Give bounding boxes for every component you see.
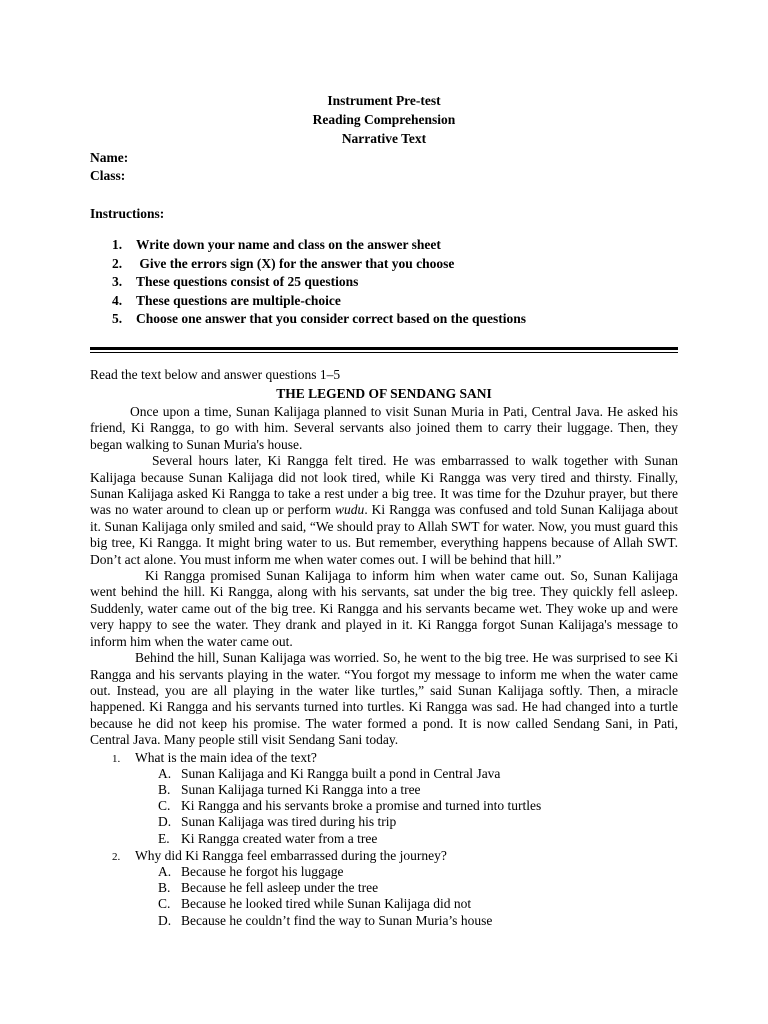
- instructions-heading: Instructions:: [90, 206, 165, 221]
- question-text: Why did Ki Rangga feel embarrassed during the journey?: [135, 848, 447, 863]
- option-text: Ki Rangga and his servants broke a promise and turned into turtles: [181, 798, 542, 813]
- divider-thick: [90, 347, 678, 350]
- name-label: Name:: [90, 150, 129, 165]
- story-text: . Ki Rangga was confused and told Sunan Kalijaga about it. Sunan Kalijaga only smiled and said, “We should pray to Allah SWT for water. Now, you must guard this big tree, Ki Rangga. It might bring water to us. But remember, everything happens because of Allah SWT. Don’t act alone. You must inform me when water comes out. I will be behind that hill.”: [90, 502, 678, 567]
- instruction-item: [112, 292, 526, 311]
- answer-option[interactable]: [158, 864, 343, 880]
- option-letter: D.: [158, 814, 172, 829]
- answer-option[interactable]: [158, 782, 421, 798]
- answer-option[interactable]: [158, 766, 500, 782]
- doc-text-type: Narrative Text: [341, 131, 427, 146]
- option-text: Because he looked tired while Sunan Kalijaga did not: [181, 896, 472, 911]
- story-paragraph-3: Ki Rangga promised Sunan Kalijaga to inform him when water came out. So, Sunan Kalijaga went behind the hill. Ki Rangga, along with his servants, sat under the big tree. They quickly fell asleep. Suddenly, water came out of the big tree. Ki Rangga and his servants became wet. They woke up and were very happy to see the water. They drank and played in it. Ki Rangga forgot Sunan Kalijaga's message to inform him when the water came out.: [90, 568, 678, 649]
- instruction-item: [112, 310, 526, 329]
- instruction-text: These questions consist of 25 questions: [136, 274, 359, 290]
- answer-option[interactable]: [158, 814, 396, 830]
- option-letter: E.: [158, 831, 170, 846]
- instruction-number: 1.: [112, 237, 123, 252]
- instruction-item: [112, 273, 526, 292]
- instruction-number: 5.: [112, 311, 123, 327]
- story-paragraph-1: Once upon a time, Sunan Kalijaga planned to visit Sunan Muria in Pati, Central Java. He asked his friend, Ki Rangga, to go with him. Several servants also joined them to carry their luggage. Then, they began walking to Sunan Muria's house.: [90, 404, 678, 452]
- option-letter: C.: [158, 798, 171, 813]
- instruction-text: These questions are multiple-choice: [136, 292, 341, 308]
- instruction-text: Give the errors sign (X) for the answer that you choose: [136, 255, 455, 271]
- option-text: Ki Rangga created water from a tree: [181, 831, 378, 846]
- option-letter: D.: [158, 913, 172, 928]
- option-letter: C.: [158, 896, 171, 911]
- doc-subtitle: Reading Comprehension: [312, 112, 456, 127]
- answer-option[interactable]: [158, 913, 492, 929]
- option-text: Sunan Kalijaga was tired during his trip: [181, 814, 397, 829]
- instructions-list: [112, 236, 526, 329]
- story-paragraph-4: Behind the hill, Sunan Kalijaga was worried. So, he went to the big tree. He was surprised to see Ki Rangga and his servants playing in the water. “You forgot my message to inform me when the water came out. Instead, you are all playing in the water like turtles,” said Sunan Kalijaga softly. Then, a miracle happened. Ki Rangga and his servants turned into turtles. Ki Rangga was sad. He had changed into a turtle because he did not keep his promise. The water formed a pond. It is now called Sendang Sani, in Pati, Central Java. Many people still visit Sendang Sani today.: [90, 650, 678, 748]
- answer-option[interactable]: [158, 798, 541, 814]
- story-title: THE LEGEND OF SENDANG SANI: [276, 386, 492, 401]
- answer-option[interactable]: [158, 880, 378, 896]
- instruction-item: [112, 255, 526, 274]
- instruction-number: 2.: [112, 255, 123, 271]
- question-text: What is the main idea of the text?: [135, 750, 317, 765]
- option-text: Because he forgot his luggage: [181, 864, 344, 879]
- option-letter: B.: [158, 782, 171, 797]
- option-letter: A.: [158, 864, 172, 879]
- instruction-text: Write down your name and class on the answer sheet: [136, 237, 441, 252]
- instruction-number: 3.: [112, 274, 123, 290]
- instruction-text: Choose one answer that you consider correct based on the questions: [136, 311, 527, 327]
- doc-title: Instrument Pre-test: [327, 93, 441, 108]
- option-letter: A.: [158, 766, 172, 781]
- question-1: [112, 750, 317, 766]
- answer-option[interactable]: [158, 896, 471, 912]
- question-2: [112, 848, 447, 864]
- option-text: Sunan Kalijaga and Ki Rangga built a pond in Central Java: [181, 766, 501, 781]
- story-body: [90, 404, 678, 749]
- answer-option[interactable]: [158, 831, 377, 847]
- class-label: Class:: [90, 168, 126, 183]
- instruction-item: [112, 236, 526, 255]
- option-text: Because he couldn’t find the way to Sunan Muria’s house: [181, 913, 493, 928]
- reading-instruction: Read the text below and answer questions 1–5: [90, 367, 341, 382]
- story-paragraph-2: [90, 453, 678, 568]
- option-letter: B.: [158, 880, 171, 895]
- story-text: Several hours later, Ki Rangga felt tired. He was embarrassed to walk together with Sunan Kalijaga because Sunan Kalijaga did not look tired, while Ki Rangga was very tired and thirsty. Finally, Sunan Kalijaga asked Ki Rangga to take a rest under a big tree. It was time for the Dzuhur prayer, but there was no water around to clean up or perform: [90, 453, 678, 518]
- option-text: Because he fell asleep under the tree: [181, 880, 379, 895]
- question-number: 2.: [112, 851, 121, 863]
- divider-thin: [90, 352, 678, 353]
- question-number: 1.: [112, 753, 121, 765]
- option-text: Sunan Kalijaga turned Ki Rangga into a tree: [181, 782, 421, 797]
- instruction-number: 4.: [112, 292, 123, 308]
- italic-term: wudu: [335, 502, 365, 518]
